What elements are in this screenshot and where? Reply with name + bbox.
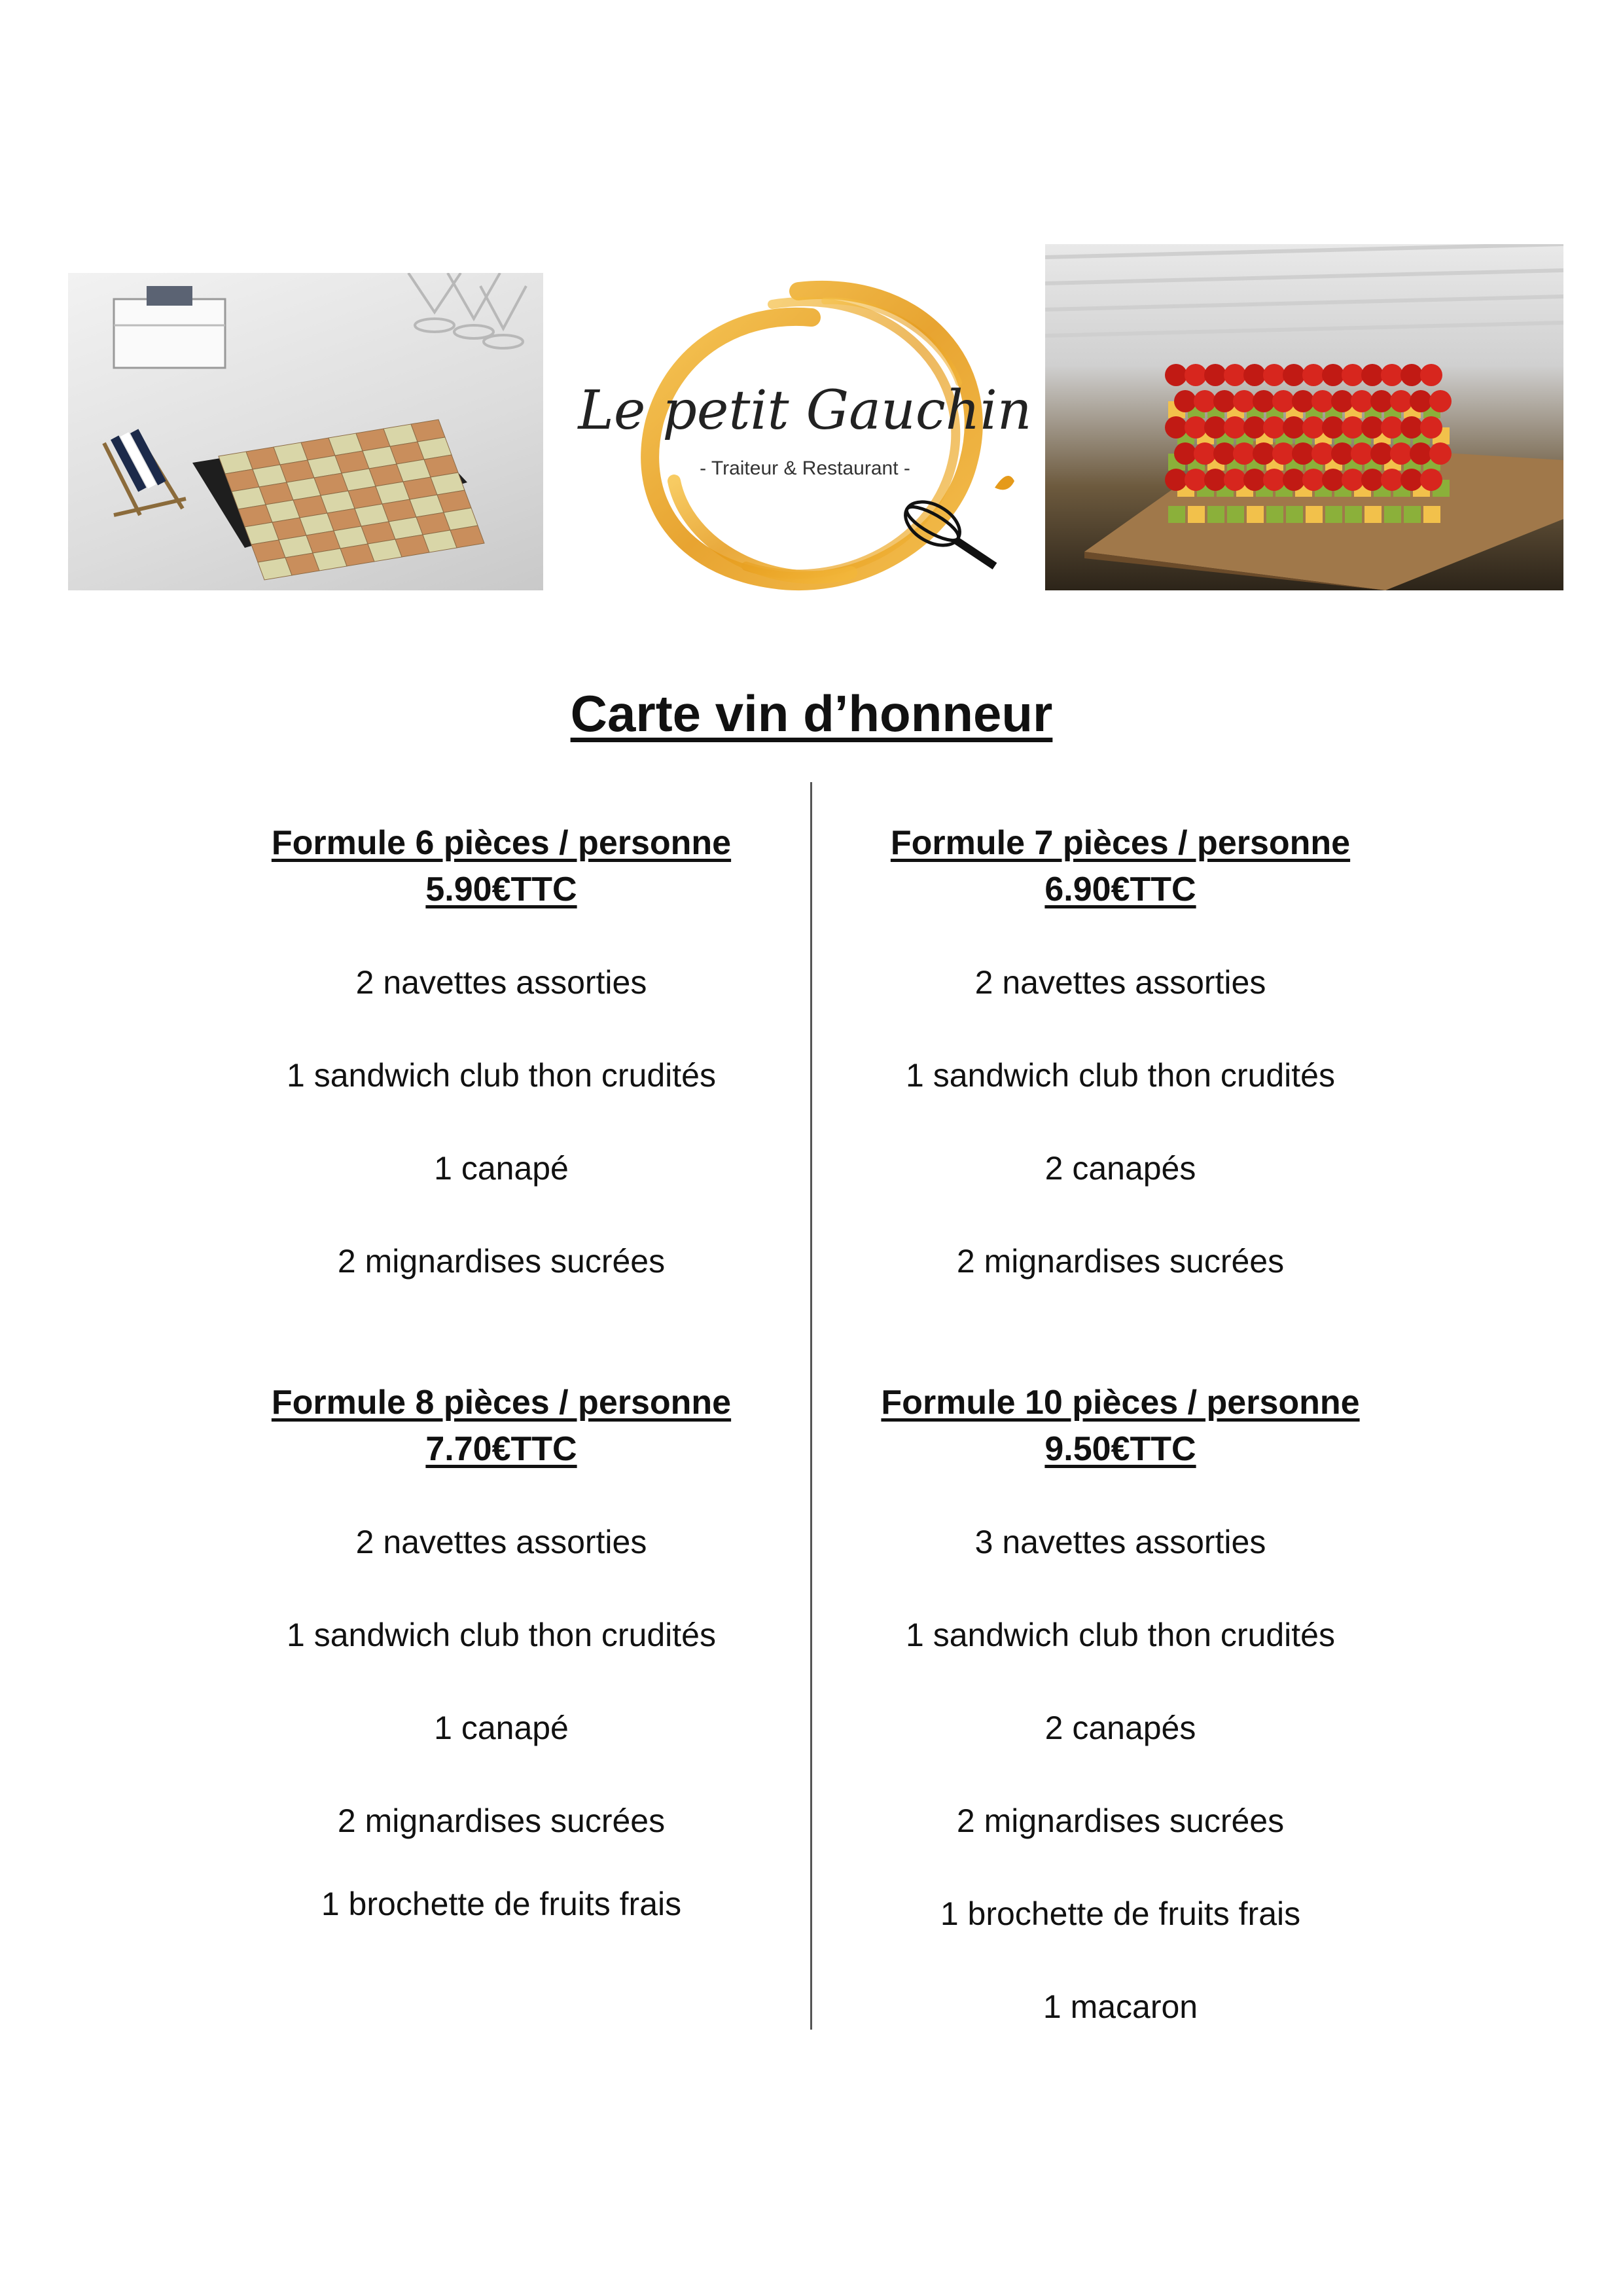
- formula-price: 6.90€TTC: [1044, 870, 1196, 908]
- sandwich-platter-photo: [68, 273, 543, 590]
- formula-price: 7.70€TTC: [425, 1430, 577, 1468]
- menu-item: 1 brochette de fruits frais: [321, 1886, 682, 1922]
- formula-heading: Formule 6 pièces / personne: [271, 824, 732, 862]
- menu-item: 2 navettes assorties: [355, 964, 647, 1001]
- menu-item: 2 mignardises sucrées: [337, 1243, 666, 1280]
- menu-item: 1 sandwich club thon crudités: [287, 1057, 716, 1094]
- formula-price: 5.90€TTC: [425, 870, 577, 908]
- menu-item: 1 canapé: [434, 1710, 569, 1746]
- menu-item: 1 sandwich club thon crudités: [906, 1617, 1335, 1653]
- logo-tagline: - Traiteur & Restaurant -: [700, 457, 910, 479]
- menu-item: 2 mignardises sucrées: [956, 1243, 1285, 1280]
- svg-text:Le petit Gauchin: Le petit Gauchin: [578, 380, 1032, 442]
- menu-item: 3 navettes assorties: [974, 1524, 1266, 1560]
- formula-8-pieces: [174, 1380, 829, 1974]
- menu-item: 2 mignardises sucrées: [956, 1803, 1285, 1839]
- menu-item: 1 sandwich club thon crudités: [287, 1617, 716, 1653]
- formula-heading: Formule 8 pièces / personne: [271, 1384, 732, 1422]
- menu-item: 1 brochette de fruits frais: [940, 1895, 1301, 1932]
- menu-item: 2 canapés: [1044, 1710, 1196, 1746]
- menu-item: 1 sandwich club thon crudités: [906, 1057, 1335, 1094]
- formula-10-pieces: [793, 1380, 1448, 2077]
- formula-6-pieces: [174, 820, 829, 1331]
- restaurant-logo: [576, 265, 1034, 605]
- menu-item: 2 canapés: [1044, 1150, 1196, 1187]
- menu-item: 1 canapé: [434, 1150, 569, 1187]
- page-title: Carte vin d’honneur: [570, 685, 1053, 742]
- menu-item: 2 navettes assorties: [355, 1524, 647, 1560]
- formula-heading: Formule 10 pièces / personne: [881, 1384, 1360, 1422]
- menu-item: 2 mignardises sucrées: [337, 1803, 666, 1839]
- formula-price: 9.50€TTC: [1044, 1430, 1196, 1468]
- menu-item: 2 navettes assorties: [974, 964, 1266, 1001]
- formula-7-pieces: [793, 820, 1448, 1331]
- fruit-skewers-photo: [1045, 244, 1563, 590]
- formula-heading: Formule 7 pièces / personne: [890, 824, 1351, 862]
- menu-item: 1 macaron: [1043, 1988, 1198, 2025]
